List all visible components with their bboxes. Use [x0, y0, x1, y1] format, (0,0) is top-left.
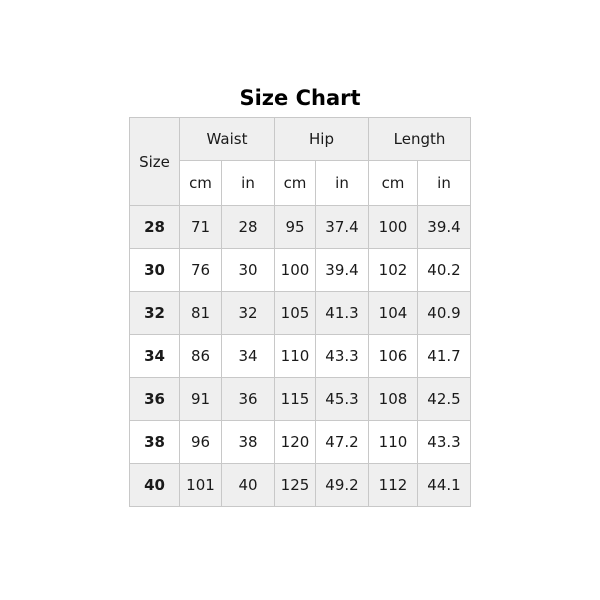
waist-in-cell: 34 — [222, 335, 275, 378]
waist-cm-cell: 96 — [180, 421, 222, 464]
hip-cm-cell: 125 — [275, 464, 316, 507]
hip-in-cell: 41.3 — [316, 292, 369, 335]
waist-cm-cell: 101 — [180, 464, 222, 507]
size-cell: 38 — [130, 421, 180, 464]
unit-header-waist-in: in — [222, 161, 275, 206]
length-in-cell: 40.2 — [418, 249, 471, 292]
unit-header-waist-cm: cm — [180, 161, 222, 206]
length-in-cell: 40.9 — [418, 292, 471, 335]
waist-cm-cell: 76 — [180, 249, 222, 292]
hip-cm-cell: 120 — [275, 421, 316, 464]
header-row-units — [130, 161, 471, 206]
table-row — [130, 378, 471, 421]
hip-in-cell: 43.3 — [316, 335, 369, 378]
table-row — [130, 464, 471, 507]
hip-in-cell: 49.2 — [316, 464, 369, 507]
size-cell: 30 — [130, 249, 180, 292]
hip-in-cell: 39.4 — [316, 249, 369, 292]
waist-cm-cell: 71 — [180, 206, 222, 249]
length-cm-cell: 106 — [369, 335, 418, 378]
hip-in-cell: 37.4 — [316, 206, 369, 249]
size-chart-table — [129, 117, 471, 507]
table-row — [130, 292, 471, 335]
unit-header-length-cm: cm — [369, 161, 418, 206]
hip-in-cell: 45.3 — [316, 378, 369, 421]
length-cm-cell: 102 — [369, 249, 418, 292]
table-row — [130, 249, 471, 292]
size-cell: 28 — [130, 206, 180, 249]
table-row — [130, 421, 471, 464]
length-in-cell: 42.5 — [418, 378, 471, 421]
unit-header-hip-in: in — [316, 161, 369, 206]
hip-cm-cell: 100 — [275, 249, 316, 292]
unit-header-length-in: in — [418, 161, 471, 206]
waist-cm-cell: 81 — [180, 292, 222, 335]
table-row — [130, 206, 471, 249]
length-cm-cell: 110 — [369, 421, 418, 464]
hip-cm-cell: 115 — [275, 378, 316, 421]
length-in-cell: 41.7 — [418, 335, 471, 378]
length-cm-cell: 100 — [369, 206, 418, 249]
waist-in-cell: 32 — [222, 292, 275, 335]
hip-cm-cell: 95 — [275, 206, 316, 249]
length-in-cell: 43.3 — [418, 421, 471, 464]
size-cell: 36 — [130, 378, 180, 421]
length-in-cell: 44.1 — [418, 464, 471, 507]
length-cm-cell: 112 — [369, 464, 418, 507]
waist-cm-cell: 86 — [180, 335, 222, 378]
hip-cm-cell: 110 — [275, 335, 316, 378]
length-group-header: Length — [369, 118, 471, 161]
size-column-header: Size — [130, 118, 180, 206]
size-cell: 34 — [130, 335, 180, 378]
length-cm-cell: 108 — [369, 378, 418, 421]
waist-group-header: Waist — [180, 118, 275, 161]
waist-in-cell: 40 — [222, 464, 275, 507]
waist-in-cell: 38 — [222, 421, 275, 464]
page-title: Size Chart — [239, 86, 361, 110]
length-cm-cell: 104 — [369, 292, 418, 335]
waist-in-cell: 28 — [222, 206, 275, 249]
waist-cm-cell: 91 — [180, 378, 222, 421]
waist-in-cell: 36 — [222, 378, 275, 421]
hip-in-cell: 47.2 — [316, 421, 369, 464]
hip-group-header: Hip — [275, 118, 369, 161]
header-row-groups — [130, 118, 471, 161]
table-row — [130, 335, 471, 378]
size-cell: 32 — [130, 292, 180, 335]
length-in-cell: 39.4 — [418, 206, 471, 249]
size-cell: 40 — [130, 464, 180, 507]
waist-in-cell: 30 — [222, 249, 275, 292]
hip-cm-cell: 105 — [275, 292, 316, 335]
unit-header-hip-cm: cm — [275, 161, 316, 206]
